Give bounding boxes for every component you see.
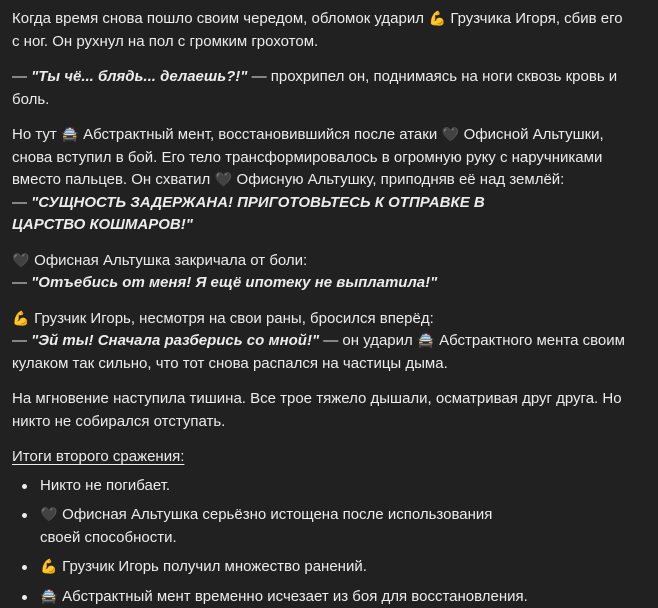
muscle-emoji-icon: 💪 <box>428 8 446 31</box>
summary-item-3: 💪 Грузчик Игорь получил множество ранений. <box>12 556 646 579</box>
summary-heading: Итоги второго сражения: <box>12 446 646 469</box>
paragraph-5 <box>12 308 646 376</box>
black-heart-emoji-icon: 🖤 <box>441 124 459 147</box>
p5-line-3: кулаком так сильно, что тот снова распался на частицы дыма. <box>12 353 646 376</box>
summary-item-1: Никто не погибает. <box>12 475 646 498</box>
paragraph-3 <box>12 124 646 237</box>
police-car-emoji-icon: 🚔 <box>40 586 58 608</box>
p3-quote-line-2: ЦАРСТВО КОШМАРОВ!" <box>12 214 646 237</box>
black-heart-emoji-icon: 🖤 <box>40 504 58 527</box>
summary-list <box>12 475 646 608</box>
summary-item-2: 🖤 Офисная Альтушка серьёзно истощена после использования своей способности. <box>12 504 646 549</box>
igor-quote: "Ты чё... блядь... делаешь?!" <box>31 68 247 85</box>
p6-line-2: никто не собирался отступать. <box>12 411 646 434</box>
police-car-emoji-icon: 🚔 <box>417 330 435 353</box>
p5-line-1: 💪 Грузчик Игорь, несмотря на свои раны, бросился вперёд: <box>12 308 646 331</box>
p4-line-1: 🖤 Офисная Альтушка закричала от боли: <box>12 250 646 273</box>
p3-line-3: вместо пальцев. Он схватил 🖤 Офисную Альтушку, приподняв её над землёй: <box>12 169 646 192</box>
p5-line-2: — "Эй ты! Сначала разберись со мной!" — он ударил 🚔 Абстрактного мента своим <box>12 330 646 353</box>
muscle-emoji-icon: 💪 <box>40 556 58 579</box>
paragraph-2: — "Ты чё... блядь... делаешь?!" — прохрипел он, поднимаясь на ноги сквозь кровь и боль. <box>12 66 646 111</box>
p3-line-2: снова вступил в бой. Его тело трансформировалось в огромную руку с наручниками <box>12 147 646 170</box>
paragraph-1 <box>12 8 646 53</box>
p3-quote-line-1: — "СУЩНОСТЬ ЗАДЕРЖАНА! ПРИГОТОВЬТЕСЬ К ОТПРАВКЕ В <box>12 192 646 215</box>
p1-line-2: с ног. Он рухнул на пол с громким грохотом. <box>12 31 646 54</box>
p3-line-1: Но тут 🚔 Абстрактный мент, восстановившийся после атаки 🖤 Офисной Альтушки, <box>12 124 646 147</box>
paragraph-4 <box>12 250 646 295</box>
muscle-emoji-icon: 💪 <box>12 308 30 331</box>
summary-item-4: 🚔 Абстрактный мент временно исчезает из боя для восстановления. <box>12 586 646 608</box>
paragraph-6 <box>12 388 646 433</box>
p1-line-1: Когда время снова пошло своим чередом, обломок ударил 💪 Грузчика Игоря, сбив его <box>12 8 646 31</box>
black-heart-emoji-icon: 🖤 <box>214 169 232 192</box>
p4-quote-line: — "Отъебись от меня! Я ещё ипотеку не выплатила!" <box>12 272 646 295</box>
police-car-emoji-icon: 🚔 <box>61 124 79 147</box>
p6-line-1: На мгновение наступила тишина. Все трое тяжело дышали, осматривая друг друга. Но <box>12 388 646 411</box>
black-heart-emoji-icon: 🖤 <box>12 250 30 273</box>
